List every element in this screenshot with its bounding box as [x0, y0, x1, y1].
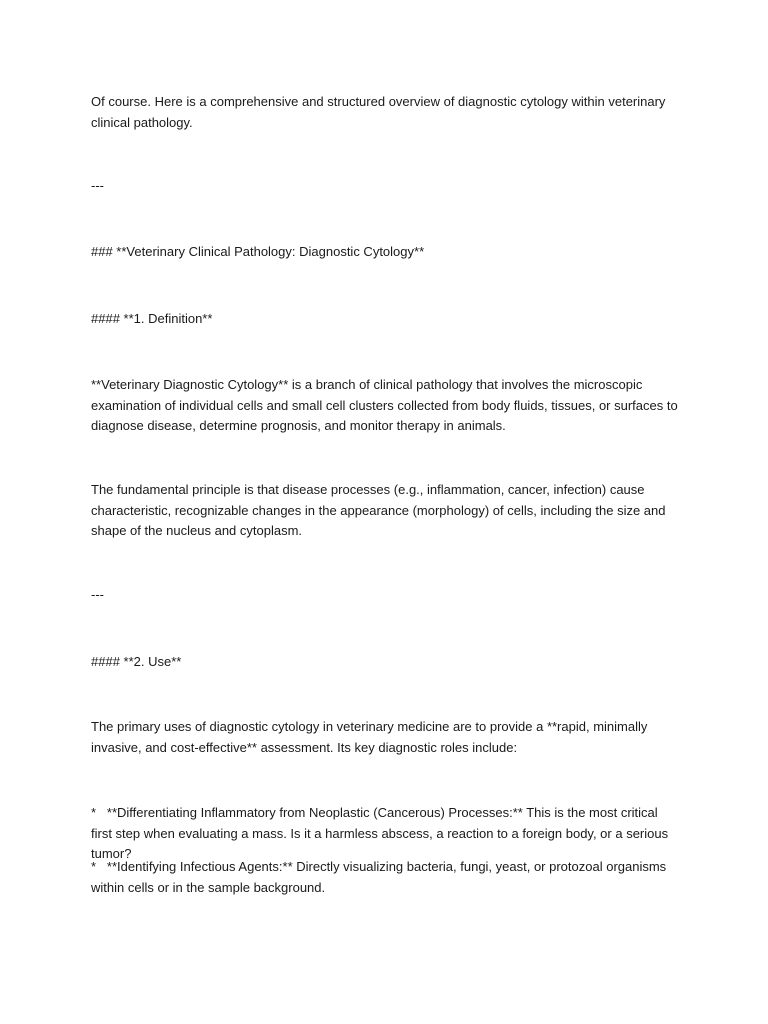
bullet-item-1: * **Differentiating Inflammatory from Neoplastic (Cancerous) Processes:** This is the most critical first step when evaluating a mass. Is it a harmless abscess, a reaction to a foreign body, or a serious tumor?: [91, 805, 672, 861]
bullet-item-2: * **Identifying Infectious Agents:** Directly visualizing bacteria, fungi, yeast, or protozoal organisms within cells or in the sample background.: [91, 859, 670, 895]
document-title: ### **Veterinary Clinical Pathology: Diagnostic Cytology**: [91, 244, 425, 259]
definition-paragraph-2: The fundamental principle is that disease processes (e.g., inflammation, cancer, infection) cause characteristic, recognizable changes in the appearance (morphology) of cells, including the size and shape of the nucleus and cytoplasm.: [91, 482, 670, 538]
separator-1: ---: [91, 178, 104, 193]
definition-paragraph-1: **Veterinary Diagnostic Cytology** is a branch of clinical pathology that involves the microscopic examination of individual cells and small cell clusters collected from body fluids, tissues, or surfaces to diagnose disease, determine prognosis, and monitor therapy in animals.: [91, 377, 682, 433]
section-1-heading: #### **1. Definition**: [91, 311, 213, 326]
section-2-heading: #### **2. Use**: [91, 654, 182, 669]
intro-paragraph: Of course. Here is a comprehensive and structured overview of diagnostic cytology within veterinary clinical pathology.: [91, 94, 670, 130]
separator-2: ---: [91, 587, 104, 602]
use-paragraph: The primary uses of diagnostic cytology in veterinary medicine are to provide a **rapid, minimally invasive, and cost-effective** assessment. Its key diagnostic roles include:: [91, 719, 651, 755]
